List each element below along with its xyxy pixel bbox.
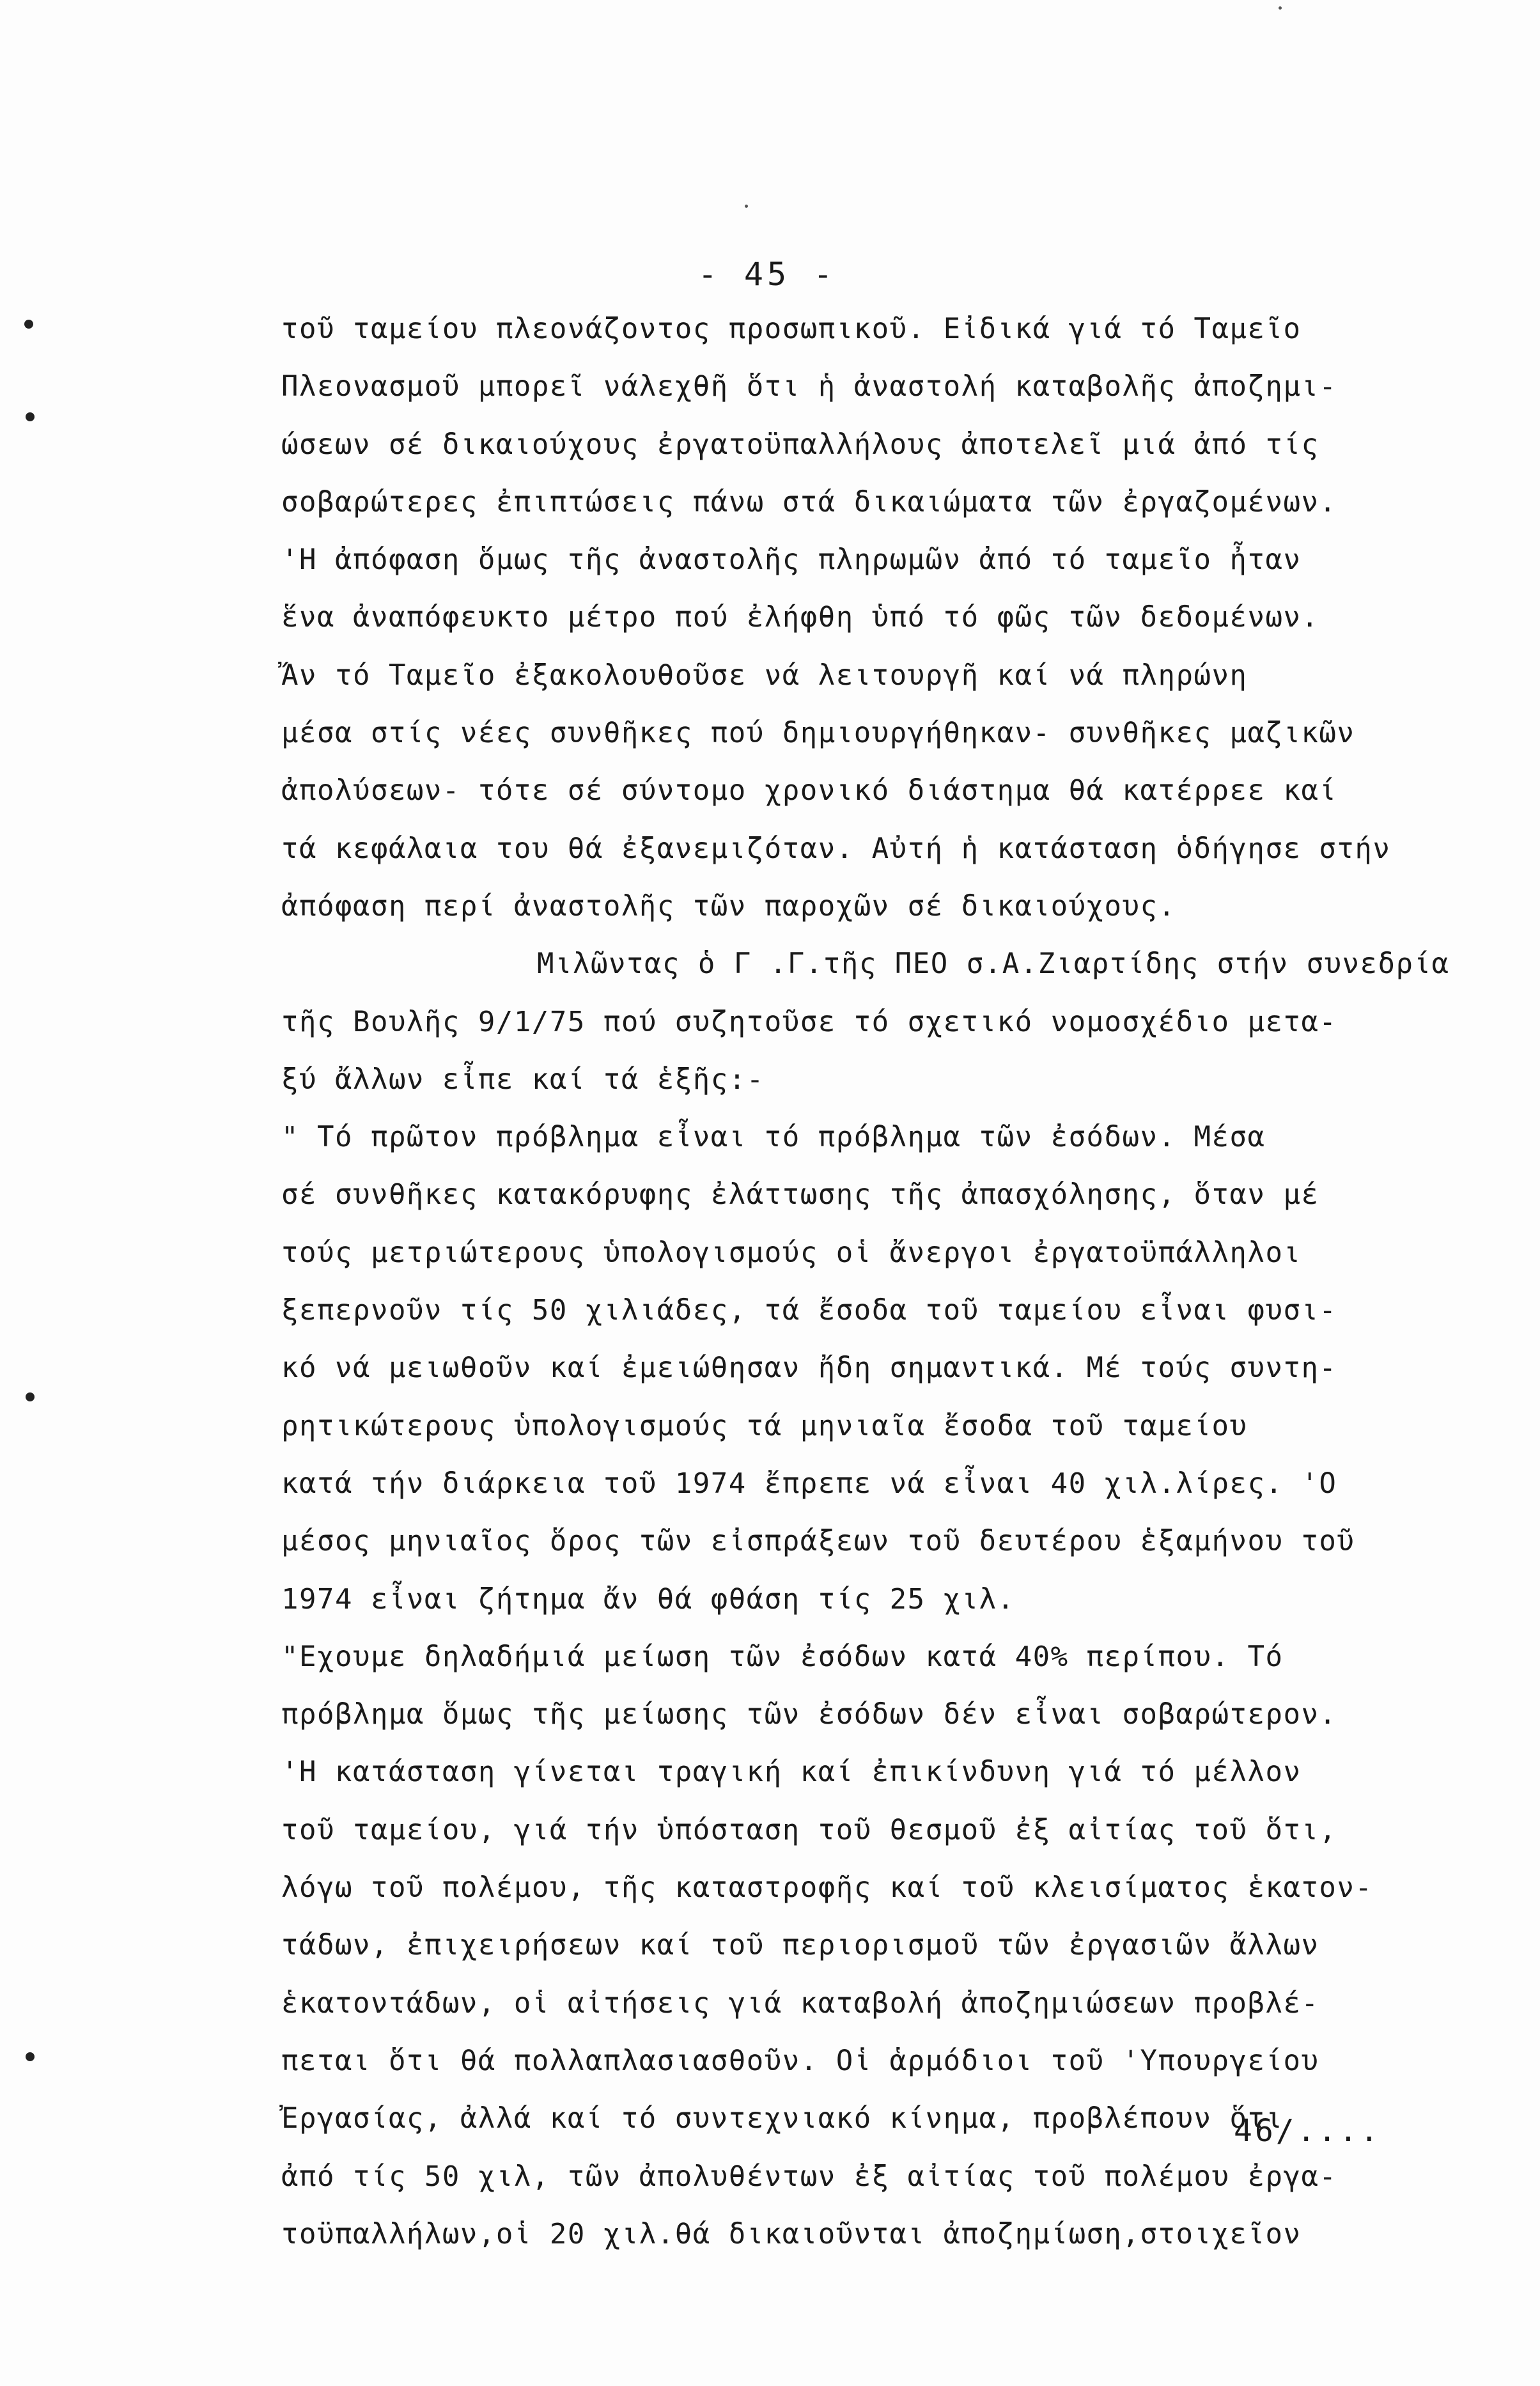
text-line: 'Η κατάσταση γίνεται τραγική καί ἐπικίνδυνη γιά τό μέλλον xyxy=(281,1756,1302,1789)
text-line: λόγω τοῦ πολέμου, τῆς καταστροφῆς καί τοῦ κλεισίματος ἑκατον- xyxy=(281,1871,1373,1905)
text-line: κατά τήν διάρκεια τοῦ 1974 ἔπρεπε νά εἶναι 40 χιλ.λίρες. 'Ο xyxy=(281,1467,1337,1500)
text-line: τοῦ ταμείου πλεονάζοντος προσωπικοῦ. Εἰδικά γιά τό Ταμεῖο xyxy=(281,313,1302,345)
text-line: κό νά μειωθοῦν καί ἐμειώθησαν ἤδη σημαντικά. Μέ τούς συντη- xyxy=(281,1352,1337,1385)
text-line: Πλεονασμοῦ μπορεῖ νάλεχθῆ ὅτι ἡ ἀναστολή καταβολῆς ἀποζημι- xyxy=(281,370,1337,403)
text-line: Ἐργασίας, ἀλλά καί τό συντεχνιακό κίνημα, προβλέπουν ὅτι xyxy=(281,2102,1284,2135)
text-line: 1974 εἶναι ζήτημα ἄν θά φθάση τίς 25 χιλ. xyxy=(281,1582,1015,1616)
text-line: ρητικώτερους ὑπολογισμούς τά μηνιαῖα ἔσοδα τοῦ ταμείου xyxy=(281,1409,1248,1442)
text-line: τοϋπαλλήλων,οἱ 20 χιλ.θά δικαιοῦνται ἀποζημίωση,στοιχεῖον xyxy=(281,2217,1302,2250)
text-line: ἀπολύσεων- τότε σέ σύντομο χρονικό διάστημα θά κατέρρεε καί xyxy=(281,774,1337,807)
text-line: πρόβλημα ὅμως τῆς μείωσης τῶν ἐσόδων δέν εἶναι σοβαρώτερον. xyxy=(281,1698,1337,1731)
text-line: τούς μετριώτερους ὑπολογισμούς οἱ ἄνεργοι ἐργατοϋπάλληλοι xyxy=(281,1236,1302,1269)
text-line: πεται ὅτι θά πολλαπλασιασθοῦν. Οἱ ἁρμόδιοι τοῦ 'Υπουργείου xyxy=(281,2044,1319,2077)
paragraph-start-line: Μιλῶντας ὁ Γ .Γ.τῆς ΠΕΟ σ.Α.Ζιαρτίδης στήν συνεδρία xyxy=(537,947,1450,981)
text-line: τοῦ ταμείου, γιά τήν ὑπόσταση τοῦ θεσμοῦ ἐξ αἰτίας τοῦ ὅτι, xyxy=(281,1813,1337,1846)
punch-hole-mark xyxy=(26,2052,35,2061)
punch-hole-mark xyxy=(26,412,35,421)
text-line: ξεπερνοῦν τίς 50 χιλιάδες, τά ἔσοδα τοῦ ταμείου εἶναι φυσι- xyxy=(281,1294,1337,1327)
scan-speck xyxy=(1279,6,1282,10)
quote-start-line: " Τό πρῶτον πρόβλημα εἶναι τό πρόβλημα τῶν ἐσόδων. Μέσα xyxy=(281,1121,1266,1154)
text-line: ξύ ἄλλων εἶπε καί τά ἑξῆς:- xyxy=(281,1063,765,1096)
text-line: τῆς Βουλῆς 9/1/75 πού συζητοῦσε τό σχετικό νομοσχέδιο μετα- xyxy=(281,1005,1337,1038)
text-line: ώσεων σέ δικαιούχους ἐργατοϋπαλλήλους ἀποτελεῖ μιά ἀπό τίς xyxy=(281,428,1319,461)
text-line: μέσα στίς νέες συνθῆκες πού δημιουργήθηκαν- συνθῆκες μαζικῶν xyxy=(281,717,1355,750)
text-line: τά κεφάλαια του θά ἐξανεμιζόταν. Αὐτή ἡ κατάσταση ὁδήγησε στήν xyxy=(281,832,1391,865)
continuation-page-ref: 46/.... xyxy=(1234,2113,1381,2149)
text-line: Ἄν τό Ταμεῖο ἐξακολουθοῦσε νά λειτουργῆ καί νά πληρώνη xyxy=(281,659,1248,692)
text-line: τάδων, ἐπιχειρήσεων καί τοῦ περιορισμοῦ τῶν ἐργασιῶν ἄλλων xyxy=(281,1929,1319,1962)
text-line: ἀπόφαση περί ἀναστολῆς τῶν παροχῶν σέ δικαιούχους. xyxy=(281,889,1176,923)
text-line: ἀπό τίς 50 χιλ, τῶν ἀπολυθέντων ἐξ αἰτίας τοῦ πολέμου ἐργα- xyxy=(281,2160,1337,2193)
text-line: ἕνα ἀναπόφευκτο μέτρο πού ἐλήφθη ὑπό τό φῶς τῶν δεδομένων. xyxy=(281,601,1319,634)
page-number: - 45 - xyxy=(697,256,837,293)
text-line: σοβαρώτερες ἐπιπτώσεις πάνω στά δικαιώματα τῶν ἐργαζομένων. xyxy=(281,485,1337,519)
body-text xyxy=(281,300,1496,2263)
text-line: 'Η ἀπόφαση ὅμως τῆς ἀναστολῆς πληρωμῶν ἀπό τό ταμεῖο ἦταν xyxy=(281,543,1302,577)
text-line: ἑκατοντάδων, οἱ αἰτήσεις γιά καταβολή ἀποζημιώσεων προβλέ- xyxy=(281,1986,1319,2020)
scan-speck xyxy=(745,205,748,208)
punch-hole-mark xyxy=(26,1392,35,1401)
text-line: μέσος μηνιαῖος ὅρος τῶν εἰσπράξεων τοῦ δευτέρου ἑξαμήνου τοῦ xyxy=(281,1525,1355,1558)
quote-start-line: "Εχουμε δηλαδήμιά μείωση τῶν ἐσόδων κατά 40% περίπου. Τό xyxy=(281,1640,1284,1673)
text-line: σέ συνθῆκες κατακόρυφης ἐλάττωσης τῆς ἀπασχόλησης, ὅταν μέ xyxy=(281,1178,1319,1212)
punch-hole-mark xyxy=(24,320,33,329)
